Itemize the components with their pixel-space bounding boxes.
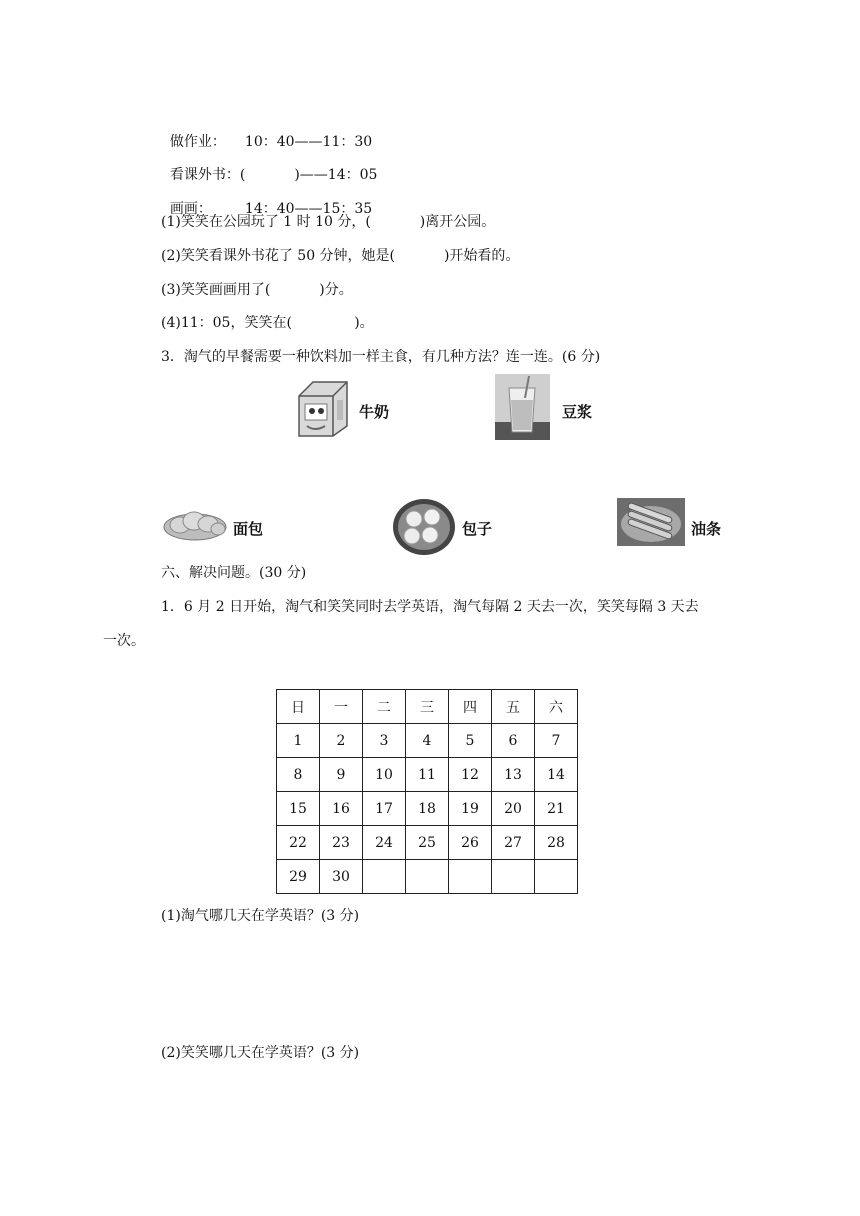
calendar-cell: 12 xyxy=(449,758,492,792)
calendar-cell: 9 xyxy=(320,758,363,792)
calendar-cell: 7 xyxy=(535,724,578,758)
schedule-value: ( )——14：05 xyxy=(239,167,378,183)
section-6-sub1: (1)淘气哪几天在学英语？(3 分) xyxy=(161,908,360,924)
calendar-cell: 26 xyxy=(449,826,492,860)
calendar-cell: 25 xyxy=(406,826,449,860)
schedule-value: 10：40——11：30 xyxy=(244,134,373,150)
calendar-cell xyxy=(535,860,578,894)
calendar-header-cell: 二 xyxy=(363,690,406,724)
calendar-cell: 24 xyxy=(363,826,406,860)
calendar-cell: 4 xyxy=(406,724,449,758)
soymilk-glass-icon xyxy=(495,374,550,440)
calendar-cell: 3 xyxy=(363,724,406,758)
calendar-cell: 23 xyxy=(320,826,363,860)
calendar-row xyxy=(277,792,578,826)
question-2-1: (1)笑笑在公园玩了 1 时 10 分，( )离开公园。 xyxy=(161,214,496,230)
fried-dough-icon xyxy=(617,498,685,546)
calendar-cell: 20 xyxy=(492,792,535,826)
calendar-cell xyxy=(363,860,406,894)
schedule-value: 14：40——15：35 xyxy=(244,201,373,217)
question-3-title: 3．淘气的早餐需要一种饮料加一样主食，有几种方法？连一连。(6 分) xyxy=(161,349,601,365)
calendar-cell: 11 xyxy=(406,758,449,792)
calendar-cell xyxy=(492,860,535,894)
calendar-row xyxy=(277,724,578,758)
section-6-sub2: (2)笑笑哪几天在学英语？(3 分) xyxy=(161,1045,360,1061)
calendar-cell: 13 xyxy=(492,758,535,792)
calendar-cell xyxy=(406,860,449,894)
steamed-buns-icon xyxy=(392,497,456,557)
calendar-cell: 18 xyxy=(406,792,449,826)
calendar-cell: 27 xyxy=(492,826,535,860)
drink-label-milk: 牛奶 xyxy=(359,403,390,421)
section-6-q1-line1: 1．6 月 2 日开始，淘气和笑笑同时去学英语，淘气每隔 2 天去一次，笑笑每隔 3 天去 xyxy=(161,599,699,615)
calendar-cell xyxy=(449,860,492,894)
calendar-cell: 19 xyxy=(449,792,492,826)
schedule-label: 做作业： xyxy=(169,134,226,150)
food-label-bread: 面包 xyxy=(233,520,264,538)
calendar-header-cell: 三 xyxy=(406,690,449,724)
calendar-header-cell: 日 xyxy=(277,690,320,724)
calendar-table xyxy=(276,689,578,894)
calendar-cell: 21 xyxy=(535,792,578,826)
bread-icon xyxy=(162,505,228,545)
calendar-row xyxy=(277,826,578,860)
calendar-cell: 28 xyxy=(535,826,578,860)
calendar-header-row xyxy=(277,690,578,724)
calendar-cell: 22 xyxy=(277,826,320,860)
calendar-cell: 15 xyxy=(277,792,320,826)
calendar-row xyxy=(277,860,578,894)
milk-carton-icon xyxy=(293,378,353,440)
schedule-label: 画画： xyxy=(169,201,212,217)
calendar-cell: 5 xyxy=(449,724,492,758)
drink-label-soymilk: 豆浆 xyxy=(562,403,593,421)
calendar-header-cell: 一 xyxy=(320,690,363,724)
calendar-cell: 14 xyxy=(535,758,578,792)
calendar-cell: 30 xyxy=(320,860,363,894)
food-label-buns: 包子 xyxy=(462,520,493,538)
calendar-cell: 10 xyxy=(363,758,406,792)
question-2-2: (2)笑笑看课外书花了 50 分钟，她是( )开始看的。 xyxy=(161,248,520,264)
calendar-cell: 17 xyxy=(363,792,406,826)
section-6-q1-line2: 一次。 xyxy=(103,633,145,649)
calendar-cell: 1 xyxy=(277,724,320,758)
schedule-label: 看课外书： xyxy=(169,167,240,183)
calendar-cell: 8 xyxy=(277,758,320,792)
calendar-cell: 6 xyxy=(492,724,535,758)
question-2-4: (4)11：05，笑笑在( )。 xyxy=(161,315,374,331)
food-label-fried-dough: 油条 xyxy=(691,520,722,538)
calendar-header-cell: 六 xyxy=(535,690,578,724)
question-2-3: (3)笑笑画画用了( )分。 xyxy=(161,282,353,298)
calendar-row xyxy=(277,758,578,792)
calendar-cell: 16 xyxy=(320,792,363,826)
section-6-heading: 六、解决问题。(30 分) xyxy=(161,565,307,581)
calendar-cell: 29 xyxy=(277,860,320,894)
calendar-header-cell: 四 xyxy=(449,690,492,724)
calendar-header-cell: 五 xyxy=(492,690,535,724)
calendar-cell: 2 xyxy=(320,724,363,758)
